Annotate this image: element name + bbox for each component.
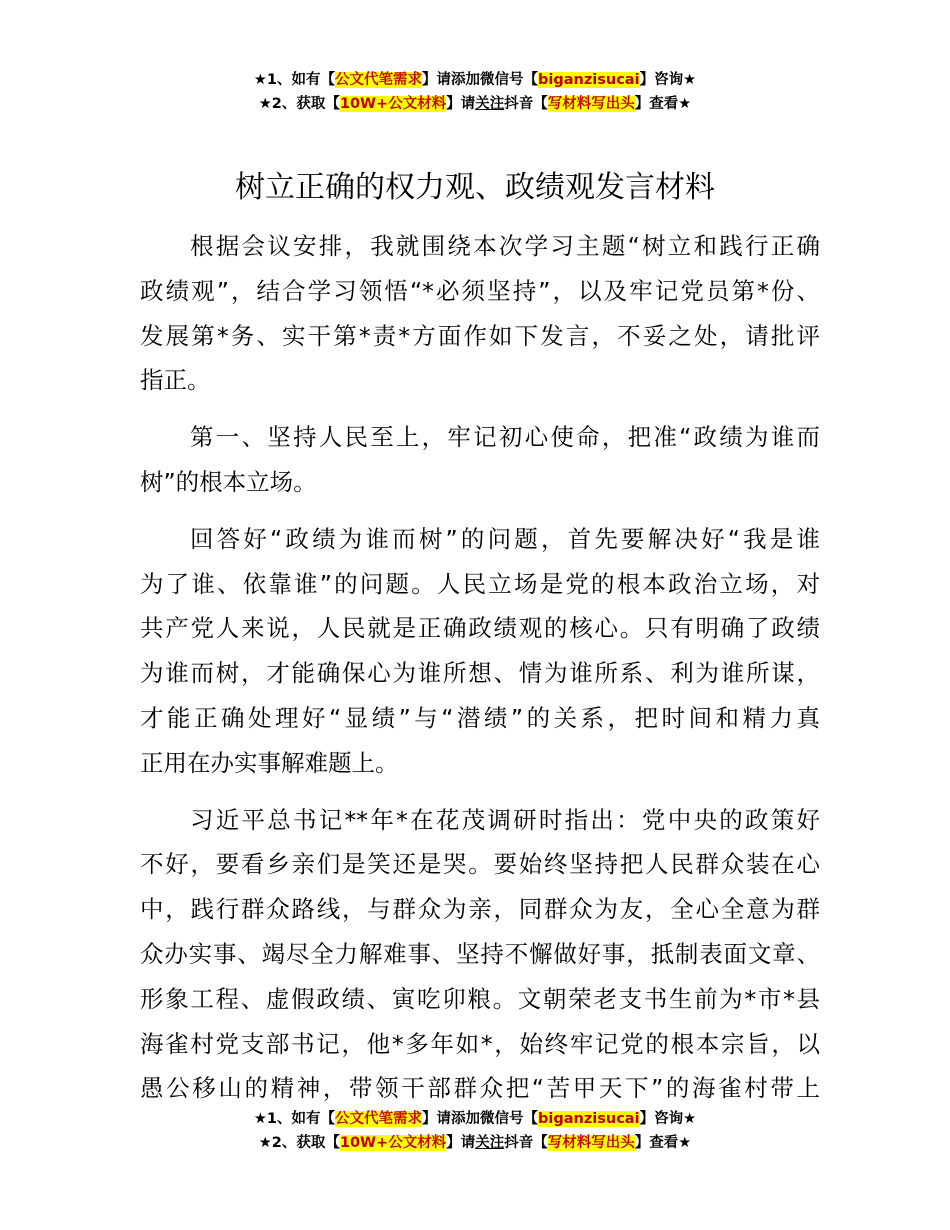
text-line: 政绩观”，结合学习领悟“*必须坚持”，以及牢记党员第*份、 [140,276,820,305]
promo-highlight: 公文代笔需求 [335,72,423,88]
paragraph [140,798,820,1112]
promo-highlight-wechat-id: biganzisucai [538,1111,640,1127]
text-line: 不好，要看乡亲们是笑还是哭。要始终坚持把人民群众装在心 [140,850,820,879]
promo-highlight: 10W+公文材料 [339,1135,447,1151]
promo-line-1 [0,68,950,92]
text-line: 为了谁、依靠谁”的问题。人民立场是党的根本政治立场，对 [140,569,820,598]
text-line: 众办实事、竭尽全力解难事、坚持不懈做好事，抵制表面文章、 [140,939,820,968]
promo-highlight-douyin-id: 写材料写出头 [547,96,635,112]
text-line: 根据会议安排，我就围绕本次学习主题“树立和践行正确 [190,232,820,260]
promo-text: 】咨询★ [639,1111,697,1127]
promo-line-1 [0,1107,950,1131]
text-line: 海雀村党支部书记，他*多年如*，始终牢记党的根本宗旨，以 [140,1029,820,1058]
document-title: 树立正确的权力观、政绩观发言材料 [235,170,715,205]
promo-text: 】请 [422,72,452,88]
text-line: 才能正确处理好“显绩”与“潜绩”的关系，把时间和精力真 [140,703,820,732]
promo-text: ★1、如有【 [253,1111,336,1127]
text-line: 第一、坚持人民至上，牢记初心使命，把准“政绩为谁而 [190,423,820,452]
promo-highlight: 10W+公文材料 [339,96,447,112]
promo-header [0,68,950,116]
promo-underlined: 关注 [475,96,505,112]
document-body [140,224,820,1123]
promo-highlight: 公文代笔需求 [335,1111,423,1127]
text-line: 愚公移山的精神，带领干部群众把“苦甲天下”的海雀村带上 [140,1074,820,1103]
promo-text: 抖音【 [504,1135,548,1151]
text-line: 共产党人来说，人民就是正确政绩观的核心。只有明确了政绩 [140,614,820,643]
text-line: 树”的根本立场。 [140,467,317,496]
promo-line-2 [0,1131,950,1155]
promo-text: 】咨询★ [639,72,697,88]
text-line: 正用在办实事解难题上。 [140,748,399,777]
promo-text: 】查看★ [634,96,692,112]
text-line: 指正。 [140,366,211,395]
promo-footer [0,1107,950,1155]
text-line: 习近平总书记**年*在花茂调研时指出：党中央的政策好 [190,805,820,834]
promo-text: ★1、如有【 [253,72,336,88]
paragraph [140,415,820,505]
promo-text: 微信号【 [480,72,539,88]
promo-text: 】查看★ [634,1135,692,1151]
promo-text: 微信号【 [480,1111,539,1127]
promo-highlight-douyin-id: 写材料写出头 [547,1135,635,1151]
text-line: 为谁而树，才能确保心为谁所想、情为谁所系、利为谁所谋， [140,659,820,688]
promo-text: ★2、获取【 [258,96,340,112]
text-line: 中，践行群众路线，与群众为亲，同群众为友，全心全意为群 [140,895,820,924]
paragraph [140,224,820,403]
promo-text: 】请 [422,1111,452,1127]
text-line: 发展第*务、实干第*责*方面作如下发言，不妥之处，请批评 [140,321,820,350]
promo-highlight-wechat-id: biganzisucai [538,72,640,88]
promo-underlined: 关注 [475,1135,505,1151]
promo-text: 】请 [446,1135,476,1151]
text-line: 形象工程、虚假政绩、寅吃卯粮。文朝荣老支书生前为*市*县 [140,984,820,1013]
promo-text: 】请 [446,96,476,112]
promo-text: 抖音【 [504,96,548,112]
promo-text: 添加 [451,1111,481,1127]
promo-text: ★2、获取【 [258,1135,340,1151]
paragraph [140,517,820,786]
text-line: 回答好“政绩为谁而树”的问题，首先要解决好“我是谁 [190,524,820,553]
promo-text: 添加 [451,72,481,88]
promo-line-2 [0,92,950,116]
